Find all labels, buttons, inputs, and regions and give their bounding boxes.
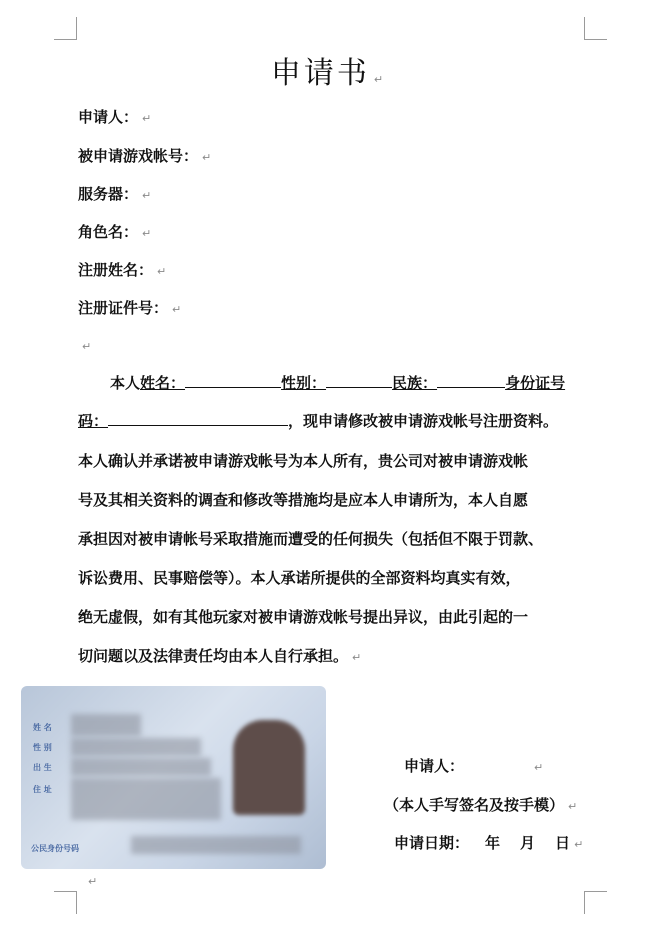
field-registered-name: 注册姓名： ↵ [78, 261, 167, 279]
paragraph-mark-icon: ↵ [142, 112, 152, 125]
field-registered-id: 注册证件号： ↵ [78, 299, 182, 317]
paragraph-mark-icon: ↵ [142, 227, 152, 240]
redacted-portrait [233, 720, 305, 815]
declaration-line-1: 本人姓名： 性别： 民族： 身份证号 [110, 374, 566, 392]
corner-mark-bottom-left [54, 891, 77, 914]
declaration-line-7: 绝无虚假，如有其他玩家对被申请游戏帐号提出异议，由此引起的一 [78, 608, 529, 626]
signature-applicant: 申请人： ↵ [404, 757, 544, 775]
paragraph-mark-icon: ↵ [202, 151, 212, 164]
declaration-line-6: 诉讼费用、民事赔偿等）。本人承诺所提供的全部资料均真实有效， [78, 569, 521, 587]
declaration-line-8: 切问题以及法律责任均由本人自行承担。 ↵ [78, 647, 362, 665]
empty-paragraph-after-photo [84, 871, 97, 889]
declaration-line-5: 承担因对被申请帐号采取措施而遭受的任何损失（包括但不限于罚款、 [78, 530, 544, 548]
paragraph-mark-icon: ↵ [142, 189, 152, 202]
declaration-line-2: 码： ，现申请修改被申请游戏帐号注册资料。 [78, 412, 559, 430]
id-card-gender-label: 性 别 [33, 743, 52, 752]
redacted-gender [71, 738, 201, 756]
field-applicant: 申请人： ↵ [78, 108, 152, 126]
ethnicity-label: 民族： [392, 374, 438, 392]
redacted-id-number [131, 836, 301, 854]
id-card-photo [21, 686, 326, 869]
id-card-number-label: 公民身份号码 [31, 844, 79, 853]
declaration-line-4: 号及其相关资料的调查和修改等措施均是应本人申请所为，本人自愿 [78, 491, 529, 509]
field-character-name: 角色名： ↵ [78, 223, 152, 241]
paragraph-mark-icon: ↵ [172, 303, 182, 316]
paragraph-mark-icon: ↵ [373, 73, 387, 86]
field-server: 服务器： ↵ [78, 185, 152, 203]
id-card-name-label: 姓 名 [33, 723, 52, 732]
paragraph-mark-icon: ↵ [82, 340, 92, 353]
id-label-part-b: 码： [78, 412, 109, 430]
redacted-birth [71, 758, 211, 776]
id-card-address-label: 住 址 [33, 785, 52, 794]
gender-blank [326, 372, 392, 388]
paragraph-mark-icon: ↵ [88, 875, 98, 888]
signature-note: （本人手写签名及按手模） ↵ [384, 796, 578, 814]
name-blank [185, 372, 281, 388]
corner-mark-top-right [584, 17, 607, 40]
paragraph-mark-icon: ↵ [568, 800, 578, 813]
name-label: 姓名： [140, 374, 186, 392]
signature-date: 申请日期： 年 月 日 ↵ [394, 834, 584, 852]
paragraph-mark-icon: ↵ [574, 838, 584, 851]
corner-mark-bottom-right [584, 891, 607, 914]
paragraph-mark-icon: ↵ [157, 265, 167, 278]
field-game-account: 被申请游戏帐号： ↵ [78, 147, 212, 165]
declaration-line-3: 本人确认并承诺被申请游戏帐号为本人所有，贵公司对被申请游戏帐 [78, 452, 529, 470]
ethnicity-blank [437, 372, 505, 388]
redacted-name [71, 714, 141, 736]
redacted-address [71, 778, 221, 820]
gender-label: 性别： [281, 374, 327, 392]
id-label-part-a: 身份证号 [505, 374, 566, 392]
corner-mark-top-left [54, 17, 77, 40]
paragraph-mark-icon: ↵ [534, 761, 544, 774]
id-number-blank [108, 410, 288, 426]
paragraph-mark-icon: ↵ [352, 651, 362, 664]
document-title: 申请书 ↵ [270, 56, 387, 91]
empty-paragraph [78, 336, 91, 354]
id-card-birth-label: 出 生 [33, 763, 52, 772]
